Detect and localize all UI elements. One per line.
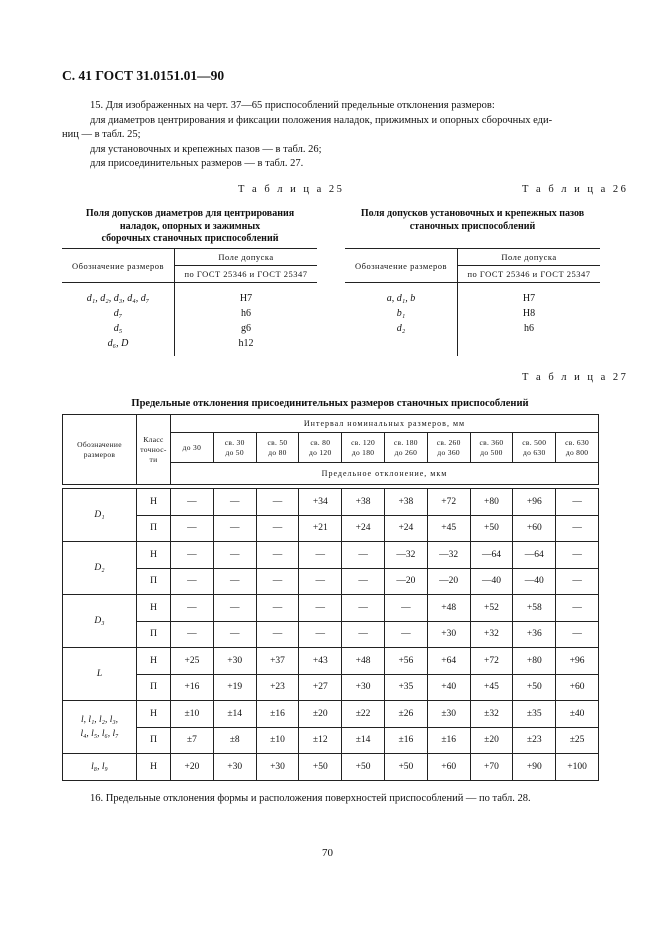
table25-col2-subheader: по ГОСТ 25346 и ГОСТ 25347 (175, 266, 318, 283)
table27-value-cell: +56 (384, 648, 427, 675)
table27-value-cell: — (556, 621, 599, 648)
table27-value-cell: — (299, 542, 342, 569)
table27-value-cell: +100 (556, 754, 599, 781)
table27-class-cell: П (137, 674, 171, 701)
table27-value-cell: ±12 (299, 727, 342, 754)
table27-value-cell: — (556, 542, 599, 569)
table27-class-cell: П (137, 568, 171, 595)
table27-value-cell: — (342, 621, 385, 648)
table27-value-cell: +80 (470, 489, 513, 516)
table25-title-line-3: сборочных станочных приспособлений (101, 233, 279, 244)
table27-class-cell: П (137, 515, 171, 542)
table27-class-cell: Н (137, 595, 171, 622)
table25-title-line-2: наладок, опорных и зажимных (119, 220, 261, 232)
table27-value-cell: —32 (427, 542, 470, 569)
table26-caption: Т а б л и ц а 26 (522, 184, 629, 195)
table27-value-cell: +30 (427, 621, 470, 648)
table-row (63, 568, 599, 595)
table27-class-cell: П (137, 621, 171, 648)
table26-title-line-2: станочных приспособлений (409, 220, 536, 232)
table25-row-name: d₆, D (62, 336, 175, 351)
table27-class-cell: Н (137, 754, 171, 781)
table27-value-cell: ±16 (427, 727, 470, 754)
table27-value-cell: — (342, 542, 385, 569)
table27-value-cell: — (213, 542, 256, 569)
table27-value-cell: ±14 (213, 701, 256, 728)
table27-interval-cell: до 30 (171, 433, 214, 463)
table26-col1-header: Обозначение размеров (345, 249, 458, 283)
table27-value-cell: +58 (513, 595, 556, 622)
page-number: 70 (322, 847, 333, 859)
table27-value-cell: — (256, 515, 299, 542)
table27-value-cell: — (256, 489, 299, 516)
table27-value-cell: — (171, 621, 214, 648)
table-row (63, 754, 599, 781)
table27-value-cell: +23 (256, 674, 299, 701)
table27-value-cell: +16 (171, 674, 214, 701)
table27-interval-cell: св. 120 до 180 (342, 433, 385, 463)
table27-value-cell: — (556, 595, 599, 622)
table27-value-cell: —32 (384, 542, 427, 569)
table27-value-cell: ±40 (556, 701, 599, 728)
table26-title (345, 208, 600, 233)
table27-value-cell: +60 (513, 515, 556, 542)
table27-value-cell: ±23 (513, 727, 556, 754)
table27-value-cell: +32 (470, 621, 513, 648)
page-header: С. 41 ГОСТ 31.0151.01—90 (62, 68, 225, 83)
table-row (63, 515, 599, 542)
table27-value-cell: — (556, 568, 599, 595)
table27-value-cell: — (556, 489, 599, 516)
table27-interval-cell: св. 50 до 80 (256, 433, 299, 463)
table27-value-cell: ±10 (256, 727, 299, 754)
table27-value-cell: —20 (384, 568, 427, 595)
table26-col2-header: Поле допуска (458, 249, 601, 266)
table-row (63, 542, 599, 569)
table27-value-cell: — (213, 489, 256, 516)
intro-line-3: ниц — в табл. 25; (62, 129, 141, 140)
table27-value-cell: +70 (470, 754, 513, 781)
table27-value-cell: ±25 (556, 727, 599, 754)
table25-row-value: h6 (241, 307, 251, 319)
table-row (63, 701, 599, 728)
table27-interval-cell: св. 360 до 500 (470, 433, 513, 463)
table27-class-cell: Н (137, 542, 171, 569)
table27-value-cell: —40 (470, 568, 513, 595)
table27-value-cell: +21 (299, 515, 342, 542)
table27-value-cell: — (299, 595, 342, 622)
table27-value-cell: — (556, 515, 599, 542)
table27-value-cell: +38 (342, 489, 385, 516)
table27-value-cell: +27 (299, 674, 342, 701)
table27-interval-cell: св. 630 до 800 (556, 433, 599, 463)
table27-value-cell: +64 (427, 648, 470, 675)
table25-row-name: d₁, d₂, d₃, d₄, d₇ (62, 291, 175, 306)
table27-value-cell: +48 (427, 595, 470, 622)
table27-value-cell: ±22 (342, 701, 385, 728)
table27-value-cell: — (213, 568, 256, 595)
table27-value-cell: +40 (427, 674, 470, 701)
table-row (63, 595, 599, 622)
table27-value-cell: — (384, 621, 427, 648)
table-row (63, 648, 599, 675)
table27-value-cell: +96 (556, 648, 599, 675)
table27-value-cell: — (342, 595, 385, 622)
table26-col2-subheader: по ГОСТ 25346 и ГОСТ 25347 (458, 266, 601, 283)
table27-deviation-header: Предельное отклонение, мкм (171, 463, 599, 485)
table27-value-cell: — (171, 515, 214, 542)
table27-value-cell: — (256, 595, 299, 622)
table27-value-cell: ±26 (384, 701, 427, 728)
table27-value-cell: — (213, 595, 256, 622)
table-row (63, 674, 599, 701)
table27-interval-cell: св. 80 до 120 (299, 433, 342, 463)
table27-name-header: Обозначение размеров (63, 415, 137, 485)
table27-size-name: D₁ (63, 489, 137, 542)
table27-interval-cell: св. 260 до 360 (427, 433, 470, 463)
table27-value-cell: +30 (342, 674, 385, 701)
table27-class-cell: Н (137, 701, 171, 728)
table27-value-cell: ±16 (384, 727, 427, 754)
table27-value-cell: — (342, 568, 385, 595)
table27-value-cell: +36 (513, 621, 556, 648)
table27-value-cell: — (256, 568, 299, 595)
table27-value-cell: +20 (171, 754, 214, 781)
table27-size-name: l, l₁, l₂, l₃, l₄, l₅, l₆, l₇ (63, 701, 137, 754)
table25-row-value: h12 (238, 337, 254, 349)
table27-value-cell: +96 (513, 489, 556, 516)
table27-value-cell: — (256, 621, 299, 648)
table27-value-cell: — (171, 489, 214, 516)
table27-value-cell: — (213, 515, 256, 542)
table25-row-value: H7 (239, 292, 253, 304)
table27-value-cell: — (299, 621, 342, 648)
table27-value-cell: ±14 (342, 727, 385, 754)
table27-value-cell: —40 (513, 568, 556, 595)
table27-value-cell: +37 (256, 648, 299, 675)
table27-value-cell: +38 (384, 489, 427, 516)
table27-value-cell: +48 (342, 648, 385, 675)
table27-title: Предельные отклонения присоединительных размеров станочных приспособлений (131, 398, 529, 409)
table27-value-cell: ±30 (427, 701, 470, 728)
table27-size-name: D₃ (63, 595, 137, 648)
table27-value-cell: +25 (171, 648, 214, 675)
table27-value-cell: +24 (342, 515, 385, 542)
table26-row-value: h6 (524, 322, 534, 334)
table27-value-cell: ±35 (513, 701, 556, 728)
table27-interval-header: Интервал номинальных размеров, мм (171, 415, 599, 433)
table27-value-cell: +50 (470, 515, 513, 542)
table27-value-cell: — (256, 542, 299, 569)
table27-value-cell: +50 (299, 754, 342, 781)
table27-value-cell: ±10 (171, 701, 214, 728)
table26-row-name: a, d₁, b (345, 291, 458, 306)
table27-value-cell: +60 (427, 754, 470, 781)
table27-class-cell: Н (137, 648, 171, 675)
table27-value-cell: — (171, 542, 214, 569)
intro-line-2: для диаметров центрирования и фиксации положения наладок, прижимных и опорных сборочных еди- (90, 114, 553, 126)
intro-line-4: для установочных и крепежных пазов — в табл. 26; (90, 143, 322, 155)
table25-caption: Т а б л и ц а 25 (238, 184, 345, 195)
table26-row-value: H7 (522, 292, 536, 304)
table27-size-name: l₈, l₉ (63, 754, 137, 781)
table27-value-cell: +43 (299, 648, 342, 675)
table25-col2-header: Поле допуска (175, 249, 318, 266)
table27-value-cell: +60 (556, 674, 599, 701)
table27-class-cell: П (137, 727, 171, 754)
table27-value-cell: +24 (384, 515, 427, 542)
table27-value-cell: +72 (427, 489, 470, 516)
table27-value-cell: +80 (513, 648, 556, 675)
table27-value-cell: +72 (470, 648, 513, 675)
table-row (63, 621, 599, 648)
table27-size-name: L (63, 648, 137, 701)
table27-class-cell: Н (137, 489, 171, 516)
table26-title-line-1: Поля допусков установочных и крепежных пазов (360, 208, 585, 219)
table27-value-cell: +52 (470, 595, 513, 622)
intro-paragraph (62, 99, 602, 172)
table27-value-cell: +45 (427, 515, 470, 542)
intro-line-1: 15. Для изображенных на черт. 37—65 приспособлений предельные отклонения размеров: (90, 100, 495, 111)
table27-value-cell: +35 (384, 674, 427, 701)
table27-value-cell: —20 (427, 568, 470, 595)
table27-value-cell: +90 (513, 754, 556, 781)
table27-value-cell: —64 (470, 542, 513, 569)
table25-col1-header: Обозначение размеров (62, 249, 175, 283)
table26-row-name: b₁ (345, 306, 458, 321)
table27-value-cell: ±16 (256, 701, 299, 728)
table27-value-cell: +45 (470, 674, 513, 701)
table27-value-cell: — (299, 568, 342, 595)
table27-value-cell: +50 (342, 754, 385, 781)
table27-value-cell: ±32 (470, 701, 513, 728)
table27-value-cell: +34 (299, 489, 342, 516)
table27-value-cell: +30 (213, 754, 256, 781)
table-row (63, 727, 599, 754)
table27-value-cell: — (213, 621, 256, 648)
table27-value-cell: +50 (513, 674, 556, 701)
table25-row-name: d₇ (62, 306, 175, 321)
table26-row-value: H8 (522, 307, 536, 319)
table25-row-name: d₅ (62, 321, 175, 336)
table27-size-name: D₂ (63, 542, 137, 595)
table27-value-cell: — (171, 595, 214, 622)
table27-value-cell: +50 (384, 754, 427, 781)
table27-class-header: Класс точнос-ти (137, 415, 171, 485)
table27-value-cell: ±20 (299, 701, 342, 728)
table27-interval-cell: св. 180 до 260 (384, 433, 427, 463)
table25 (62, 248, 317, 356)
table26 (345, 248, 600, 356)
footer-paragraph: 16. Предельные отклонения формы и расположения поверхностей приспособлений — по табл. 28. (90, 793, 531, 804)
table27-interval-cell: св. 30 до 50 (213, 433, 256, 463)
table27-value-cell: +30 (213, 648, 256, 675)
table27-value-cell: — (384, 595, 427, 622)
table27-value-cell: ±8 (213, 727, 256, 754)
intro-line-5: для присоединительных размеров — в табл. 27. (90, 158, 304, 169)
table25-title (66, 208, 314, 246)
table27-interval-cell: св. 500 до 630 (513, 433, 556, 463)
table-row (63, 489, 599, 516)
table27-value-cell: ±7 (171, 727, 214, 754)
table26-row-name: d₂ (345, 321, 458, 336)
table27-value-cell: +19 (213, 674, 256, 701)
table27-value-cell: — (171, 568, 214, 595)
table27 (62, 414, 599, 781)
table27-value-cell: +30 (256, 754, 299, 781)
table27-value-cell: —64 (513, 542, 556, 569)
table27-caption: Т а б л и ц а 27 (522, 372, 629, 383)
table25-row-value: g6 (241, 322, 251, 334)
table25-title-line-1: Поля допусков диаметров для центрирования (85, 208, 295, 219)
table27-value-cell: ±20 (470, 727, 513, 754)
